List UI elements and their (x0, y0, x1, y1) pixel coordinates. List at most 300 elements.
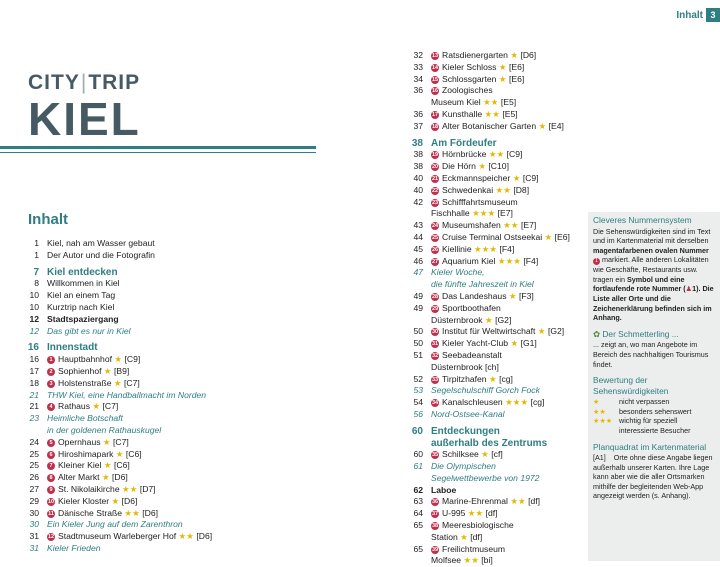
rating-stars: ★★ (484, 108, 500, 119)
page-ref (403, 315, 423, 327)
title-rule (0, 146, 316, 149)
rating-stars: ★★ (124, 507, 140, 518)
entry-text: 28 Das Landeshaus ★ [F3] (431, 290, 534, 301)
toc-entry (403, 173, 585, 185)
toc-entry (403, 438, 585, 450)
info-sidebar (588, 212, 720, 561)
entry-text: Segelwettbewerbe von 1972 (431, 472, 540, 483)
entry-text: 35 Schilksee ★ [cf] (431, 449, 503, 460)
grid-ref: [C9] (124, 354, 141, 365)
entry-text: Kiel entdecken (47, 266, 118, 278)
toc-entry (403, 350, 585, 362)
toc-entry (20, 390, 310, 402)
toc-entry (403, 397, 585, 409)
page-ref: 50 (413, 338, 423, 349)
entry-text: 29 Sportboothafen (431, 302, 501, 313)
grid-ref: [df] (485, 508, 498, 519)
toc-entry (403, 485, 585, 497)
rating-stars: ★ (510, 50, 519, 60)
grid-ref: [D6] (112, 472, 128, 483)
page-ref: 63 (413, 496, 423, 507)
rating-stars: ★ (481, 449, 489, 460)
rating-legend-item: ★ nicht verpassen (593, 397, 670, 407)
entry-text: Die Olympischen (431, 461, 496, 472)
toc-entry (403, 449, 585, 461)
page-ref: 38 (411, 137, 423, 149)
sight-number-badge: 33 (431, 376, 439, 383)
sight-number-badge: 6 (47, 451, 55, 459)
sight-number-badge: 35 (431, 452, 439, 459)
toc-entry (20, 496, 310, 508)
sight-number-badge: 12 (47, 534, 55, 541)
page-ref: 42 (413, 196, 423, 207)
rating-stars: ★★★ (472, 208, 496, 219)
rating-stars: ★★ (503, 220, 519, 231)
page-ref (403, 555, 423, 567)
rating-stars: ★★ (495, 184, 511, 195)
rating-legend-item: ★★★ wichtig für speziell interessierte Besucher (593, 416, 691, 435)
butterfly-text: ... zeigt an, wo man Angebote im Bereich des nachhaltigen Tourismus findet. (593, 340, 709, 369)
toc-entry (20, 519, 310, 531)
toc-entry (20, 366, 310, 378)
grid-ref: [ch] (484, 361, 499, 372)
entry-text: 34 Kanalschleusen ★★★ [cg] (431, 397, 545, 408)
grid-ref: [E6] (508, 61, 525, 72)
grid-ref: [C6] (125, 448, 142, 459)
entry-text: Am Fördeufer (431, 137, 497, 149)
rating-stars: ★ (111, 495, 120, 506)
sight-number-badge: 17 (431, 111, 439, 118)
entry-text: 2 Sophienhof ★ [B9] (47, 366, 129, 378)
toc-entry (403, 97, 585, 109)
grid-ref: [C7] (102, 401, 119, 412)
toc-entry (403, 149, 585, 161)
toc-entry (20, 354, 310, 366)
sight-number-badge: 2 (47, 368, 55, 376)
toc-entry (20, 267, 310, 279)
entry-text: Kiel, nah am Wasser gebaut (47, 238, 155, 248)
toc-entry (20, 543, 310, 555)
entry-text: Kurztrip nach Kiel (47, 301, 115, 312)
entry-text: 25 Cruise Terminal Ostseekai ★ [E6] (431, 231, 570, 242)
rating-stars: ★ (544, 231, 553, 242)
page-ref: 40 (413, 172, 423, 183)
toc-entry (20, 326, 310, 338)
butterfly-heading: ✿ Der Schmetterling ... (593, 328, 679, 339)
rating-stars: ★ (510, 338, 519, 349)
page-ref: 18 (29, 377, 39, 388)
grid-ref: [df] (528, 496, 541, 507)
page-number: 3 (706, 8, 720, 22)
page-ref: 33 (413, 61, 423, 72)
entry-text: 3 Holstenstraße ★ [C7] (47, 378, 140, 390)
page-ref: 65 (413, 543, 423, 554)
toc-entry (20, 302, 310, 314)
sight-number-badge: 30 (431, 329, 439, 336)
toc-entry (403, 50, 585, 62)
numbering-text: Die Sehenswürdigkeiten sind im Text und im Kartenmaterial mit derselben magentafarbenen ovalen Nummer 1 markiert. Alle anderen Lokalitäten wie Geschäfte, Restaurants usw. tragen ein Symbol und eine fortlaufende rote Nummer (♟1). Die Liste aller Orte und die Zeichenerklärung befinden sich im Anhang. (593, 226, 714, 323)
rating-stars: ★ (538, 120, 547, 131)
toc-entry (403, 544, 585, 556)
entry-text: Molfsee ★★ [bi] (431, 555, 493, 566)
entry-text: 4 Rathaus ★ [C7] (47, 401, 118, 413)
rating-legend-item: ★★ besonders sehenswert (593, 406, 692, 416)
entry-text: Museum Kiel ★★ [E5] (431, 97, 517, 108)
grid-ref: [E4] (548, 120, 564, 131)
toc-entry (403, 426, 585, 438)
entry-text: 23 Schifffahrtsmuseum (431, 196, 518, 207)
rating-stars: ★★★ (474, 243, 498, 254)
page-ref (403, 473, 423, 485)
sight-number-badge: 28 (431, 293, 439, 300)
entry-text: THW Kiel, eine Handballmacht im Norden (47, 389, 207, 400)
page-ref: 16 (27, 342, 39, 354)
entry-text: 39 Freilichtmuseum (431, 543, 506, 554)
entry-text: Fischhalle ★★★ [E7] (431, 208, 513, 219)
page-ref: 52 (413, 373, 423, 384)
page-ref (403, 532, 423, 544)
entry-text: 8 Alter Markt ★ [D6] (47, 472, 128, 484)
sight-number-badge: 25 (431, 234, 439, 241)
sight-number-badge: 34 (431, 400, 439, 407)
page-ref: 65 (413, 520, 423, 531)
toc-column-left (20, 238, 310, 555)
grid-ref: [G2] (495, 314, 512, 325)
toc-entry (403, 85, 585, 97)
sight-number-badge: 4 (47, 403, 55, 411)
page-ref (403, 279, 423, 291)
entry-text: 1 Hauptbahnhof ★ [C9] (47, 354, 140, 366)
entry-text: in der goldenen Rathauskugel (47, 424, 162, 435)
entry-text: Nord-Ostsee-Kanal (431, 408, 505, 419)
series-logo (28, 71, 141, 145)
entry-text: 11 Dänische Straße ★★ [D6] (48, 507, 158, 518)
page-ref: 36 (413, 108, 423, 119)
toc-title: Inhalt (28, 211, 68, 228)
rating-stars: ★ (92, 401, 101, 412)
page-ref: 61 (413, 461, 423, 472)
sight-number-badge: 37 (431, 511, 439, 518)
entry-text: 27 Aquarium Kiel ★★★ [F4] (431, 255, 539, 266)
toc-entry (403, 232, 585, 244)
grid-ref: [C7] (124, 377, 140, 388)
toc-entry (403, 409, 585, 421)
rating-stars: ★ (512, 172, 521, 183)
page-ref: 12 (29, 313, 39, 324)
page-ref: 45 (413, 243, 423, 254)
toc-entry (403, 303, 585, 315)
toc-entry (20, 238, 310, 250)
grid-text: [A1] Orte ohne diese Angabe liegen außerhalb unserer Karten. Ihre Lage kann aber wie die aller Ortsmarken mithilfe der begleitenden Web-App angezeigt werden (s. Anhang). (593, 453, 713, 501)
rating-stars: ★★ (488, 149, 505, 160)
toc-entry (403, 121, 585, 133)
grid-ref: [C9] (506, 149, 523, 160)
entry-text: 15 Schlossgarten ★ [E6] (431, 73, 525, 84)
page-ref: 43 (413, 220, 423, 231)
grid-ref: [D6] (121, 495, 138, 506)
page-ref: 27 (29, 483, 39, 494)
toc-entry (20, 290, 310, 302)
rating-stars: ★ (102, 436, 111, 447)
entry-text: 7 Kleiner Kiel ★ [C6] (47, 460, 130, 472)
page-ref (403, 97, 423, 109)
rating-heading: Bewertung der Sehenswürdigkeiten (593, 375, 669, 396)
grid-ref: [F4] (499, 243, 515, 254)
page-ref (403, 208, 423, 220)
entry-text: Entdeckungen (431, 425, 500, 437)
page-ref: 25 (29, 460, 39, 471)
page-ref: 44 (413, 231, 423, 242)
toc-entry (403, 74, 585, 86)
toc-entry (20, 342, 310, 354)
entry-text: 10 Kieler Kloster ★ [D6] (47, 495, 138, 506)
entry-text: 32 Seebadeanstalt (431, 349, 502, 360)
toc-entry (20, 278, 310, 290)
page-ref: 24 (29, 436, 39, 447)
page-ref: 31 (29, 542, 39, 553)
entry-text: 19 Hörnbrücke ★★ [C9] (431, 149, 523, 160)
page-ref: 64 (413, 508, 423, 519)
entry-text: 14 Kieler Schloss ★ [E6] (431, 61, 525, 72)
toc-entry (20, 250, 310, 262)
sight-number-badge: 7 (47, 462, 55, 470)
page-ref: 36 (413, 85, 423, 96)
sight-number-badge: 14 (431, 64, 439, 71)
entry-text: 6 Hiroshimapark ★ [C6] (47, 449, 142, 461)
entry-text: Kieler Frieden (47, 542, 101, 553)
toc-entry (20, 401, 310, 413)
grid-ref: [D8] (513, 184, 530, 195)
grid-ref: [C7] (113, 436, 129, 447)
rating-stars: ★ (488, 373, 497, 384)
page-ref: 49 (413, 290, 423, 301)
toc-entry (20, 378, 310, 390)
rating-stars: ★ (101, 472, 110, 483)
page-ref: 38 (413, 149, 423, 160)
rating-stars: ★ (478, 161, 487, 172)
page-ref: 21 (29, 401, 39, 412)
sight-number-badge: 10 (47, 498, 55, 505)
toc-entry (403, 109, 585, 121)
grid-ref: [C6] (113, 460, 130, 471)
title-rule-thin (0, 152, 316, 153)
rating-stars: ★★ (483, 97, 499, 108)
entry-text: Der Autor und die Fotografin (47, 249, 155, 260)
toc-column-middle (403, 50, 585, 567)
page-ref: 26 (29, 472, 39, 483)
sight-number-badge: 38 (431, 523, 439, 530)
page-ref: 56 (413, 408, 423, 419)
page-ref: 12 (29, 325, 39, 336)
grid-ref: [bi] (481, 555, 493, 566)
toc-entry (403, 161, 585, 173)
toc-entry (403, 62, 585, 74)
entry-text: 13 Ratsdienergarten ★ [D6] (431, 50, 537, 60)
toc-entry (403, 461, 585, 473)
sight-number-badge: 8 (47, 474, 55, 482)
toc-entry (20, 314, 310, 326)
entry-text: 36 Marine-Ehrenmal ★★ [df] (431, 496, 541, 507)
grid-ref: [cf] (491, 449, 503, 460)
entry-text: Stadtspaziergang (47, 313, 119, 324)
entry-text: 9 St. Nikolaikirche ★★ [D7] (47, 484, 156, 496)
sight-number-badge: 18 (431, 123, 439, 130)
entry-text: Kieler Woche, (431, 267, 485, 278)
page-ref: 30 (29, 507, 39, 518)
toc-entry (20, 437, 310, 449)
rating-stars: ★ (115, 448, 124, 459)
sight-number-badge: 3 (47, 380, 55, 388)
page-ref: 29 (29, 495, 39, 506)
page-ref: 1 (34, 249, 39, 260)
entry-text: 22 Schwedenkai ★★ [D8] (431, 184, 530, 195)
entry-text: 21 Eckmannspeicher ★ [C9] (431, 172, 539, 183)
entry-text: 20 Die Hörn ★ [C10] (431, 161, 509, 172)
entry-text: 26 Kiellinie ★★★ [F4] (431, 243, 515, 254)
sight-number-badge: 16 (431, 88, 439, 95)
entry-text: 38 Meeresbiologische (431, 520, 514, 531)
entry-text: Heimliche Botschaft (47, 413, 123, 424)
grid-ref: [B9] (114, 365, 130, 376)
page-ref: 60 (411, 425, 423, 437)
toc-entry (20, 425, 310, 437)
grid-ref: [D6] (520, 50, 537, 60)
rating-stars: ★ (537, 326, 546, 337)
location-symbol-icon: ♟ (685, 284, 693, 294)
grid-ref: [C9] (522, 172, 539, 183)
page-ref: 49 (413, 302, 423, 313)
rating-stars: ★ (498, 73, 507, 84)
grid-ref: [C10] (488, 161, 509, 172)
entry-text: 33 Tirpitzhafen ★ [cg] (431, 373, 513, 384)
toc-entry (403, 244, 585, 256)
grid-ref: [E6] (508, 73, 525, 84)
sight-number-badge: 32 (431, 352, 439, 359)
grid-heading: Planquadrat im Kartenmaterial (593, 441, 707, 452)
toc-entry (403, 315, 585, 327)
grid-ref: [D6] (196, 531, 213, 542)
sight-number-badge: 13 (431, 53, 439, 59)
toc-entry (20, 472, 310, 484)
grid-ref: [E5] (500, 97, 517, 108)
page-ref: 46 (413, 255, 423, 266)
rating-stars: ★★★ (505, 397, 529, 408)
toc-entry (20, 449, 310, 461)
series-name: CITY|TRIP (28, 71, 141, 94)
toc-entry (20, 413, 310, 425)
entry-text: Kiel an einem Tag (47, 290, 116, 301)
sight-number-badge: 15 (431, 76, 439, 83)
page-ref: 7 (33, 266, 39, 278)
toc-entry (403, 362, 585, 374)
sight-number-badge: 39 (431, 546, 439, 553)
page-ref: 62 (413, 484, 423, 495)
entry-text: Laboe (431, 484, 457, 495)
rating-stars: ★★ (467, 508, 484, 519)
sight-number-badge: 23 (431, 199, 439, 206)
running-head: Inhalt (676, 9, 703, 21)
page-ref: 31 (29, 531, 39, 542)
rating-stars: ★ (508, 290, 517, 301)
toc-entry (403, 374, 585, 386)
page-ref: 16 (29, 354, 39, 365)
entry-text: 31 Kieler Yacht-Club ★ [G1] (431, 338, 537, 349)
page-ref: 30 (29, 519, 39, 530)
rating-stars: ★★ (463, 555, 479, 566)
rating-stars: ★★ (178, 531, 194, 542)
rating-legend (593, 397, 714, 435)
page-ref: 17 (29, 365, 39, 376)
entry-text: Düsternbrook [ch] (431, 361, 499, 372)
grid-ref: [F4] (523, 255, 539, 266)
toc-entry (20, 460, 310, 472)
toc-entry (20, 508, 310, 520)
entry-text: Das gibt es nur in Kiel (47, 325, 131, 336)
grid-ref: [E7] (520, 220, 537, 231)
page-ref: 40 (413, 184, 423, 195)
grid-ref: [cg] (499, 373, 513, 384)
numbering-heading: Cleveres Nummernsystem (593, 215, 692, 225)
rating-stars: ★★★ (497, 255, 522, 266)
toc-entry (403, 496, 585, 508)
toc-entry (403, 338, 585, 350)
rating-stars: ★ (113, 377, 122, 388)
page-ref: 25 (29, 448, 39, 459)
page-ref (20, 425, 39, 437)
page-ref: 47 (413, 267, 423, 278)
toc-entry (403, 520, 585, 532)
toc-entry (403, 555, 585, 567)
page-ref (403, 438, 423, 450)
entry-text: 24 Museumshafen ★★ [E7] (431, 220, 537, 231)
toc-entry (20, 531, 310, 543)
grid-ref: [df] (470, 531, 483, 542)
toc-entry (403, 256, 585, 268)
entry-text: Düsternbrook ★ [G2] (431, 314, 512, 325)
toc-entry (403, 508, 585, 520)
sight-number-badge: 1 (47, 356, 55, 364)
rating-stars: ★ (103, 460, 112, 471)
entry-text: Segelschulschiff Gorch Fock (431, 385, 540, 396)
sight-number-badge: 5 (47, 439, 55, 447)
entry-text: Innenstadt (47, 342, 98, 354)
rating-stars: ★ (498, 61, 507, 72)
page-ref: 10 (29, 301, 39, 312)
toc-entry (403, 279, 585, 291)
entry-text: 37 U-995 ★★ [df] (431, 508, 498, 519)
butterfly-icon: ✿ (593, 328, 601, 339)
toc-entry (403, 138, 585, 150)
grid-ref: [E5] (502, 108, 518, 119)
sight-number-badge: 20 (431, 164, 439, 171)
page-ref: 32 (413, 50, 423, 60)
page-ref: 34 (413, 73, 423, 84)
page-ref: 38 (413, 161, 423, 172)
grid-ref: [G2] (547, 326, 565, 337)
toc-entry (403, 326, 585, 338)
toc-entry (403, 385, 585, 397)
toc-entry (403, 197, 585, 209)
sight-number-badge: 29 (431, 305, 439, 312)
grid-ref: [D7] (139, 483, 156, 494)
toc-entry (403, 291, 585, 303)
sight-number-badge: 26 (431, 246, 439, 253)
toc-entry (403, 267, 585, 279)
grid-ref: [E7] (497, 208, 513, 219)
rating-stars: ★★ (510, 496, 526, 507)
sight-number-badge: 27 (431, 258, 439, 265)
entry-text: Willkommen in Kiel (47, 278, 120, 289)
